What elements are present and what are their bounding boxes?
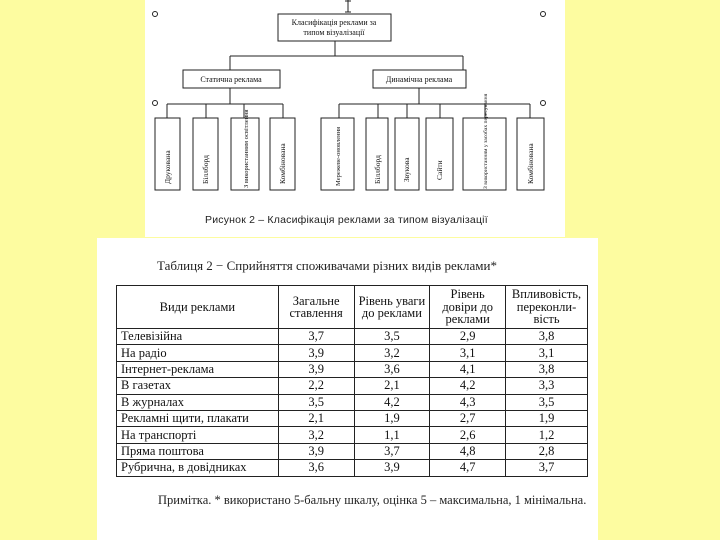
table-row	[117, 427, 588, 443]
value-cell: 3,5	[354, 329, 430, 345]
value-cell: 3,6	[278, 460, 354, 476]
ad-type-cell: Інтернет-реклама	[117, 361, 279, 377]
ad-type-cell: В журналах	[117, 394, 279, 410]
value-cell: 4,8	[430, 443, 506, 459]
value-cell: 3,3	[506, 378, 588, 394]
table-row	[117, 410, 588, 426]
table-title: Таблиця 2 − Сприйняття споживачами різних видів реклами*	[157, 258, 497, 273]
leaf-label: Комбінована	[526, 143, 535, 184]
value-cell: 3,8	[506, 329, 588, 345]
value-cell: 3,2	[278, 427, 354, 443]
value-cell: 1,9	[354, 410, 430, 426]
table-row	[117, 394, 588, 410]
value-cell: 2,8	[506, 443, 588, 459]
value-cell: 2,7	[430, 410, 506, 426]
value-cell: 1,2	[506, 427, 588, 443]
root-label-line1: Класифікація реклами за	[291, 18, 377, 27]
leaf-label: Мережеве-оновлення	[335, 126, 342, 186]
value-cell: 3,6	[354, 361, 430, 377]
table-note-text: Примітка. * використано 5-бальну шкалу, оцінка 5 – максимальна, 1 мінімальна.	[158, 493, 587, 507]
ad-type-cell: В газетах	[117, 378, 279, 394]
leaf-label: Біллборд	[201, 155, 210, 184]
table-row	[117, 345, 588, 361]
corner-handle	[541, 12, 546, 17]
root-label-line2: типом візуалізації	[303, 28, 365, 37]
figure-caption: Рисунок 2 – Класифікація реклами за типом візуалізації	[205, 214, 488, 226]
value-cell: 4,3	[430, 394, 506, 410]
corner-handle	[541, 101, 546, 106]
leaf-label: Біллборд	[373, 155, 382, 184]
value-cell: 3,5	[506, 394, 588, 410]
value-cell: 3,7	[506, 460, 588, 476]
classification-diagram	[145, 0, 565, 237]
ad-type-cell: На транспорті	[117, 427, 279, 443]
value-cell: 4,7	[430, 460, 506, 476]
value-cell: 3,1	[430, 345, 506, 361]
table-row	[117, 378, 588, 394]
ad-type-cell: Пряма поштова	[117, 443, 279, 459]
header-cell: Рівень довіри до реклами	[430, 286, 506, 329]
diagram-svg	[145, 0, 565, 237]
static-branch-label: Статична реклама	[200, 75, 262, 84]
perception-table	[116, 285, 588, 477]
value-cell: 2,1	[278, 410, 354, 426]
table-row	[117, 443, 588, 459]
value-cell: 3,1	[506, 345, 588, 361]
ad-type-cell: Рекламні щити, плакати	[117, 410, 279, 426]
value-cell: 4,1	[430, 361, 506, 377]
leaf-label: З використанням у засобах пересування	[483, 93, 489, 189]
value-cell: 3,7	[278, 329, 354, 345]
table-panel	[97, 238, 598, 540]
table-header-row	[117, 286, 588, 329]
value-cell: 3,2	[354, 345, 430, 361]
corner-handle	[153, 101, 158, 106]
leaf-label: З використанням освітлення	[243, 109, 250, 188]
value-cell: 2,6	[430, 427, 506, 443]
ad-type-cell: Телевізійна	[117, 329, 279, 345]
header-cell: Види реклами	[117, 286, 279, 329]
header-cell: Рівень уваги до реклами	[354, 286, 430, 329]
ad-type-cell: На радіо	[117, 345, 279, 361]
table-row	[117, 329, 588, 345]
value-cell: 2,2	[278, 378, 354, 394]
table-note	[122, 489, 592, 511]
ad-type-cell: Рубрична, в довідниках	[117, 460, 279, 476]
value-cell: 2,9	[430, 329, 506, 345]
corner-handle	[153, 12, 158, 17]
leaf-label: Звукова	[402, 157, 411, 182]
table-row	[117, 460, 588, 476]
header-cell: Впливовість, переконли-вість	[506, 286, 588, 329]
header-cell: Загальне ставлення	[278, 286, 354, 329]
value-cell: 3,5	[278, 394, 354, 410]
value-cell: 3,9	[278, 345, 354, 361]
value-cell: 3,8	[506, 361, 588, 377]
dynamic-branch-label: Динамічна реклама	[385, 75, 453, 84]
value-cell: 1,1	[354, 427, 430, 443]
leaf-label: Комбінована	[278, 143, 287, 184]
value-cell: 4,2	[430, 378, 506, 394]
value-cell: 3,9	[278, 361, 354, 377]
value-cell: 3,7	[354, 443, 430, 459]
leaf-label: Сайти	[435, 160, 444, 180]
leaf-label: Друкована	[163, 150, 172, 184]
value-cell: 4,2	[354, 394, 430, 410]
table-row	[117, 361, 588, 377]
value-cell: 3,9	[354, 460, 430, 476]
value-cell: 3,9	[278, 443, 354, 459]
value-cell: 2,1	[354, 378, 430, 394]
value-cell: 1,9	[506, 410, 588, 426]
